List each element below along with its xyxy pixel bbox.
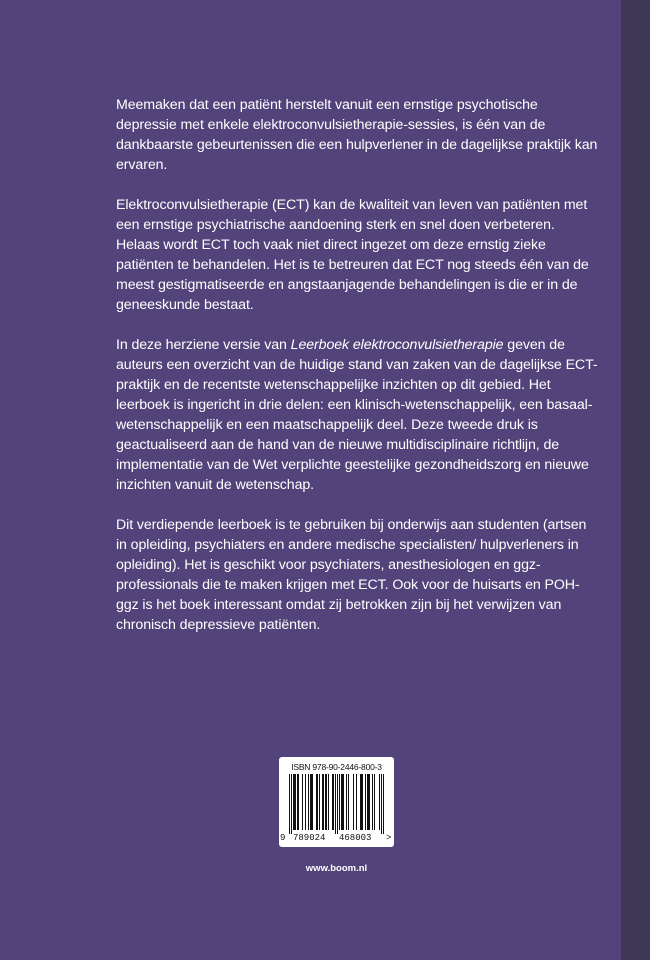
barcode-bar <box>322 774 323 830</box>
barcode-bar <box>339 774 340 830</box>
isbn-label: ISBN 978-90-2446-800-3 <box>291 762 382 772</box>
barcode-bar <box>361 774 362 830</box>
barcode-bar <box>291 774 292 834</box>
barcode-bar <box>293 774 294 830</box>
barcode-bar <box>297 774 298 830</box>
barcode-bar <box>335 774 336 834</box>
blurb-paragraph-2: Elektroconvulsietherapie (ECT) kan de kwaliteit van leven van patiënten met een ernstige psychiatrische aandoening sterk en snel doen verbeteren. Helaas wordt ECT toch vaak niet direct ingezet om deze ernstig zieke patiënten te behandelen. Het is te betreuren dat ECT nog steeds één van de meest gestigmatiseerde en angstaanjagende behandelingen is die er in de geneeskunde bestaat. <box>116 197 589 313</box>
barcode-bar <box>302 774 303 830</box>
barcode-bar <box>305 774 306 830</box>
barcode-digit-first: 9 <box>280 833 286 843</box>
barcode-bar <box>365 774 366 830</box>
barcode-bar <box>360 774 361 830</box>
barcode-bar <box>326 774 327 830</box>
barcode-digits <box>279 832 394 844</box>
barcode-bar <box>368 774 369 830</box>
barcode-bar <box>372 774 373 830</box>
barcode-bar <box>342 774 343 830</box>
barcode-bar <box>353 774 354 830</box>
barcode-bar <box>310 774 311 830</box>
barcode-bar <box>333 774 334 830</box>
blurb-paragraph-3-start: In deze herziene versie van <box>116 337 291 353</box>
barcode-bar <box>308 774 309 830</box>
barcode-bar <box>381 774 382 834</box>
barcode-bar <box>332 774 333 830</box>
book-title-italic: Leerboek elektroconvulsietherapie <box>290 337 504 353</box>
barcode-bar <box>343 774 344 830</box>
barcode-bar <box>362 774 363 830</box>
barcode-bar <box>316 774 317 830</box>
barcode-bar <box>295 774 296 830</box>
barcode-bar <box>328 774 329 830</box>
barcode-bar <box>298 774 299 830</box>
barcode-bar <box>348 774 349 830</box>
barcode-digits-right: 468003 <box>339 833 372 843</box>
barcode-bar <box>337 774 338 834</box>
barcode-bar <box>341 774 342 830</box>
blurb-paragraph-3 <box>116 335 598 495</box>
barcode-bar <box>289 774 290 834</box>
barcode-bar <box>369 774 370 830</box>
barcode-bar <box>311 774 312 830</box>
barcode-bar <box>367 774 368 830</box>
barcode-bar <box>374 774 375 830</box>
barcode-bar <box>312 774 313 830</box>
barcode-bar <box>325 774 326 830</box>
barcode-bars <box>287 774 386 834</box>
barcode-bar <box>317 774 318 830</box>
isbn-barcode <box>279 757 394 847</box>
barcode-bar <box>356 774 357 830</box>
barcode-bar <box>294 774 295 830</box>
barcode-bar <box>383 774 384 834</box>
blurb-text <box>116 95 598 655</box>
barcode-digits-left: 789024 <box>293 833 326 843</box>
blurb-paragraph-3-end: geven de auteurs een overzicht van de huidige stand van zaken van de dagelijkse ECT-praktijk en de recentste wetenschappelijke inzichten op dit gebied. Het leerboek is ingericht in drie delen: een klinisch-wetenschappelijk, een basaal-wetenschappelijk en een maatschappelijk deel. Deze tweede druk is geactualiseerd aan de hand van de nieuwe multidisciplinaire richtlijn, de implementatie van de Wet verplichte geestelijke gezondheidszorg en nieuwe inzichten vanuit de wetenschap. <box>116 337 598 493</box>
publisher-website: www.boom.nl <box>305 863 368 874</box>
barcode-arrow: > <box>386 833 392 843</box>
barcode-bar <box>379 774 380 830</box>
barcode-bar <box>323 774 324 830</box>
barcode-bar <box>346 774 347 830</box>
barcode-bar <box>319 774 320 830</box>
book-spine <box>621 0 650 960</box>
blurb-paragraph-4: Dit verdiepende leerboek is te gebruiken bij onderwijs aan studenten (artsen in opleiding, psychiaters en andere medische specialisten/ hulpverleners in opleiding). Het is geschikt voor psychiaters, anesthesiologen en ggz-professionals die te maken krijgen met ECT. Ook voor de huisarts en POH-ggz is het boek interessant omdat zij betrokken zijn bij het verwijzen van chronisch depressieve patiënten. <box>116 517 587 633</box>
blurb-paragraph-1: Meemaken dat een patiënt herstelt vanuit een ernstige psychotische depressie met enkele elektroconvulsietherapie-sessies, is één van de dankbaarste gebeurtenissen die een hulpverlener in de dagelijkse praktijk kan ervaren. <box>116 97 598 173</box>
